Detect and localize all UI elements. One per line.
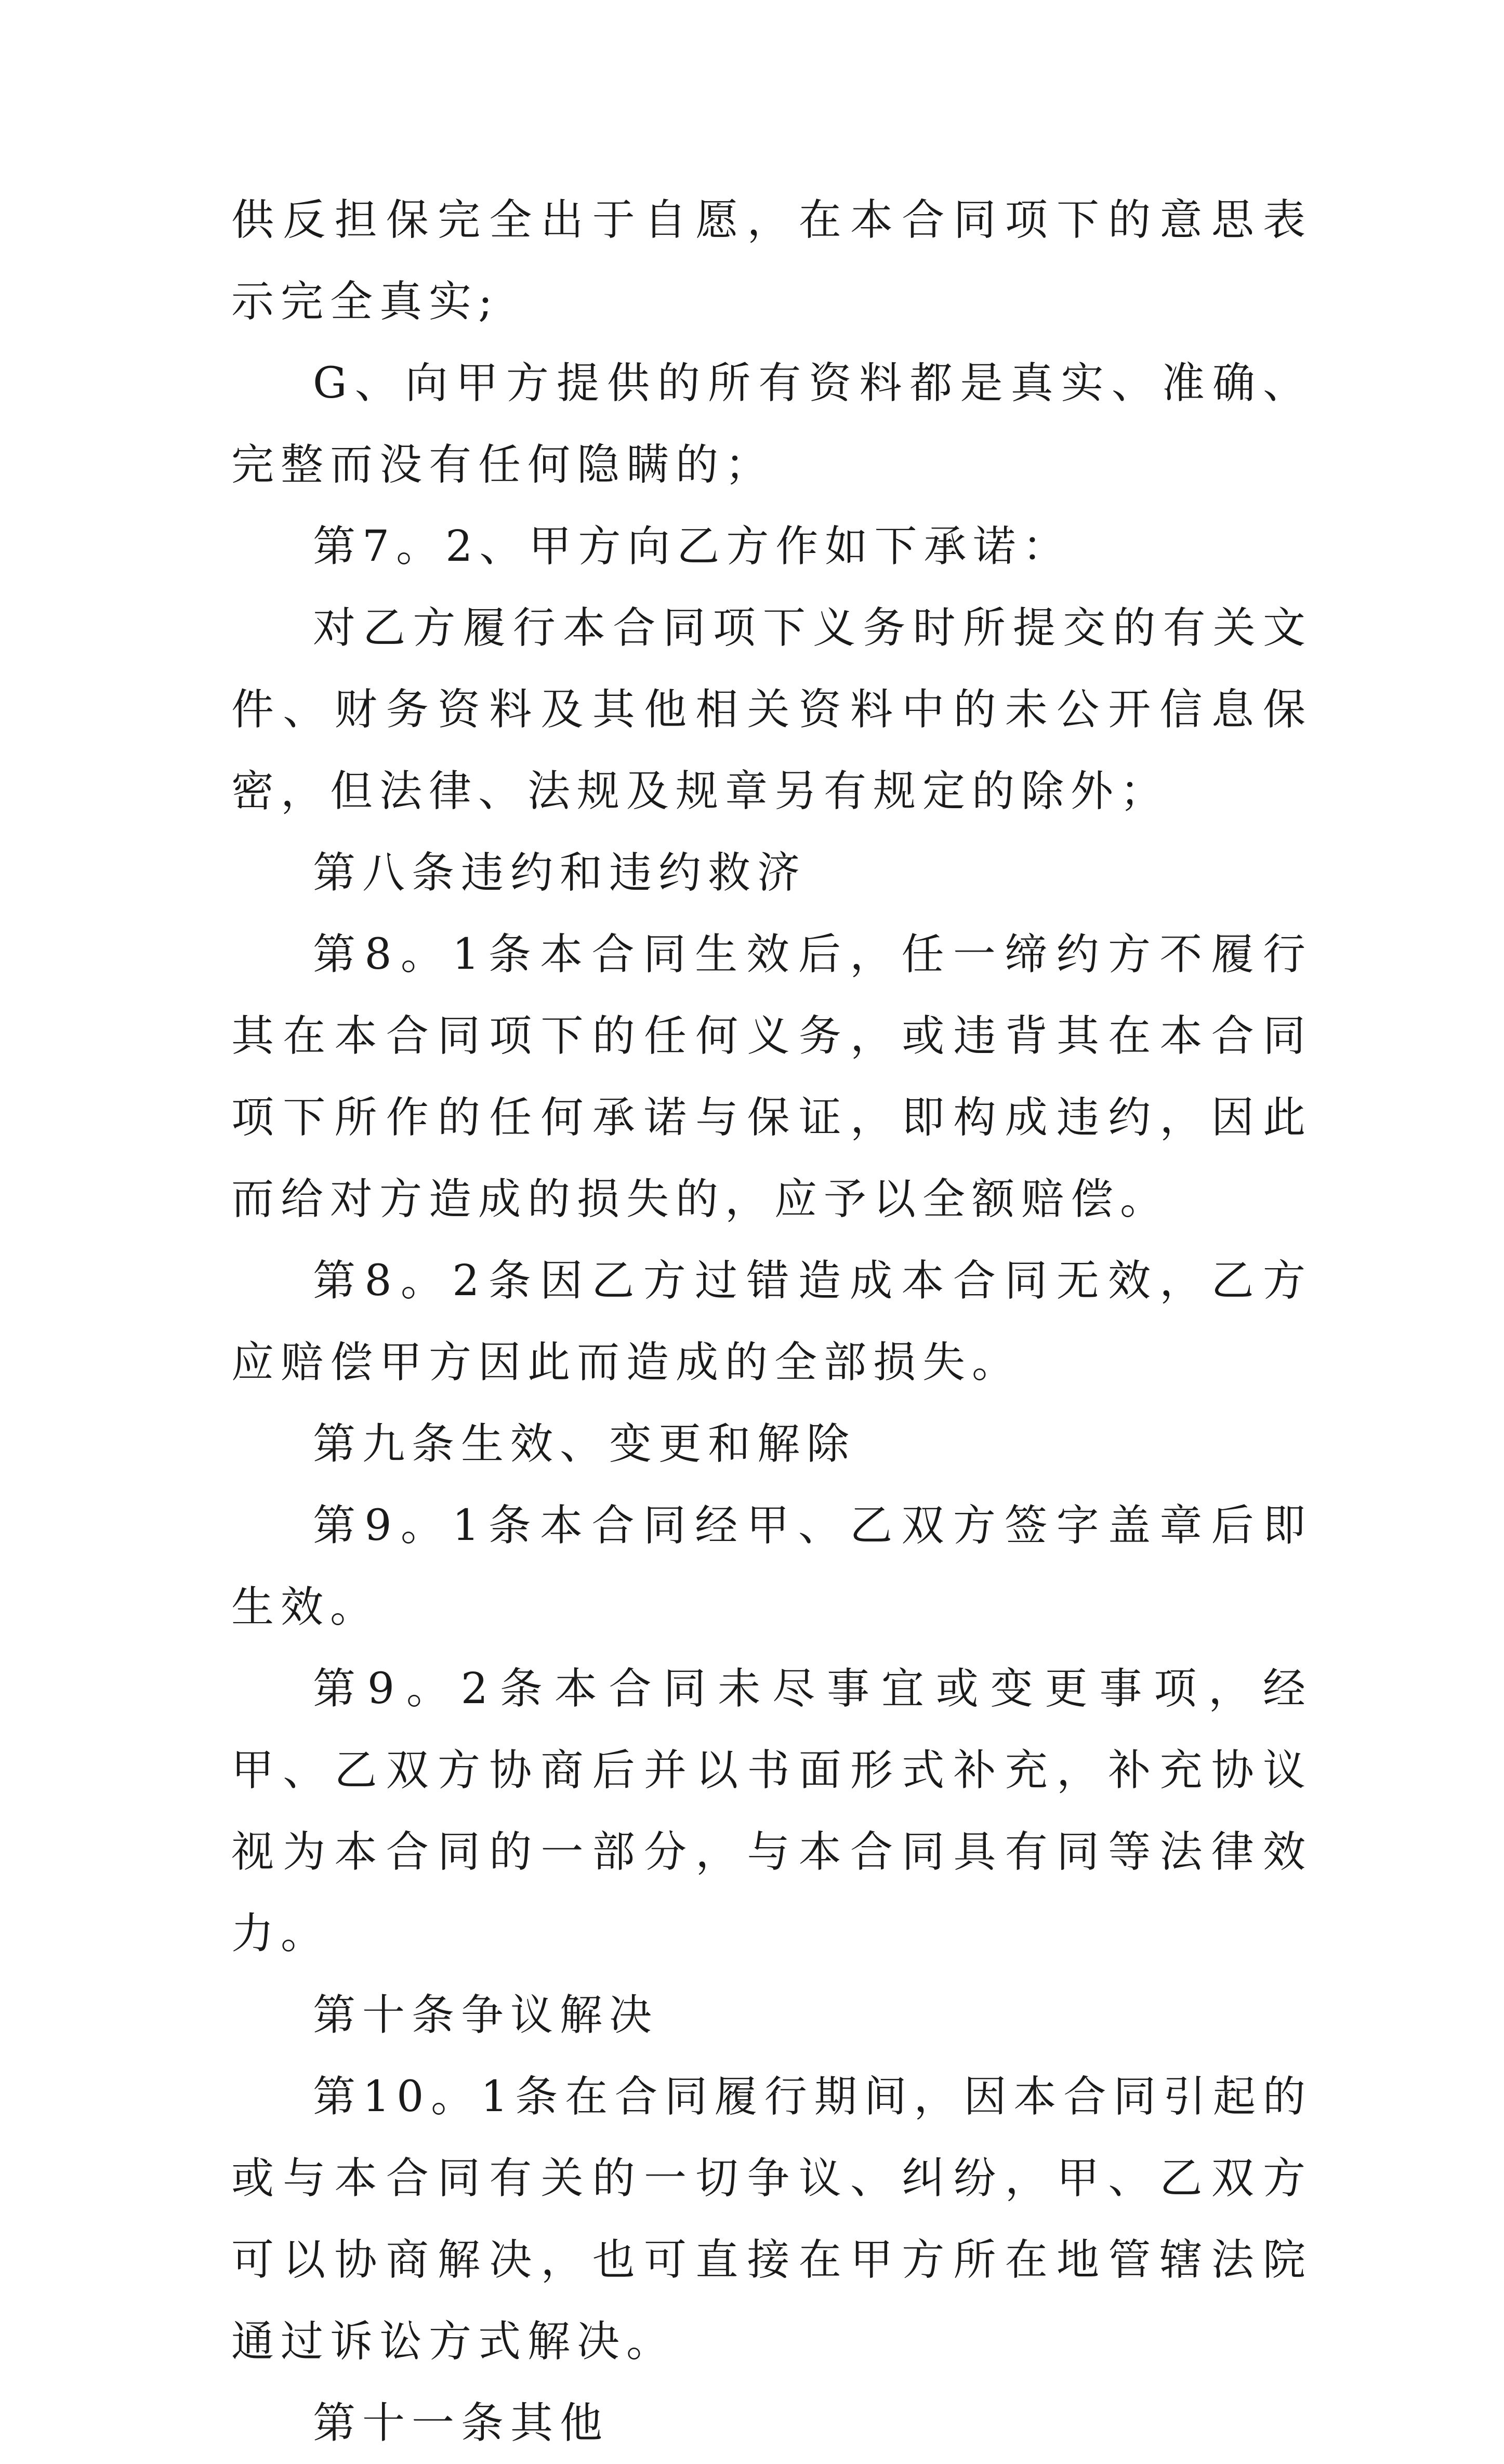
document-body bbox=[231, 179, 1312, 2464]
paragraph-8-2: 第8。2条因乙方过错造成本合同无效，乙方应赔偿甲方因此而造成的全部损失。 bbox=[231, 1256, 1312, 1387]
section-heading-8: 第八条违约和违约救济 bbox=[313, 848, 807, 898]
paragraph-1: 供反担保完全出于自愿，在本合同项下的意思表示完全真实; bbox=[231, 195, 1312, 326]
paragraph-8-1: 第8。1条本合同生效后，任一缔约方不履行其在本合同项下的任何义务，或违背其在本合同项下所作的任何承诺与保证，即构成违约，因此而给对方造成的损失的，应予以全额赔偿。 bbox=[231, 930, 1312, 1224]
paragraph-3: 第7。2、甲方向乙方作如下承诺： bbox=[313, 522, 1072, 571]
paragraph-10-1: 第10。1条在合同履行期间，因本合同引起的或与本合同有关的一切争议、纠纷，甲、乙双方可以协商解决，也可直接在甲方所在地管辖法院通过诉讼方式解决。 bbox=[231, 2072, 1312, 2366]
section-heading-10: 第十条争议解决 bbox=[313, 1991, 659, 2040]
paragraph-4: 对乙方履行本合同项下义务时所提交的有关文件、财务资料及其他相关资料中的未公开信息保密，但法律、法规及规章另有规定的除外； bbox=[231, 603, 1312, 816]
paragraph-9-2: 第9。2条本合同未尽事宜或变更事项，经甲、乙双方协商后并以书面形式补充，补充协议视为本合同的一部分，与本合同具有同等法律效力。 bbox=[231, 1664, 1312, 1958]
section-heading-9: 第九条生效、变更和解除 bbox=[313, 1419, 856, 1469]
section-heading-11: 第十一条其他 bbox=[313, 2399, 610, 2448]
paragraph-2: G、向甲方提供的所有资料都是真实、准确、完整而没有任何隐瞒的； bbox=[231, 359, 1312, 490]
paragraph-9-1: 第9。1条本合同经甲、乙双方签字盖章后即生效。 bbox=[231, 1501, 1312, 1632]
